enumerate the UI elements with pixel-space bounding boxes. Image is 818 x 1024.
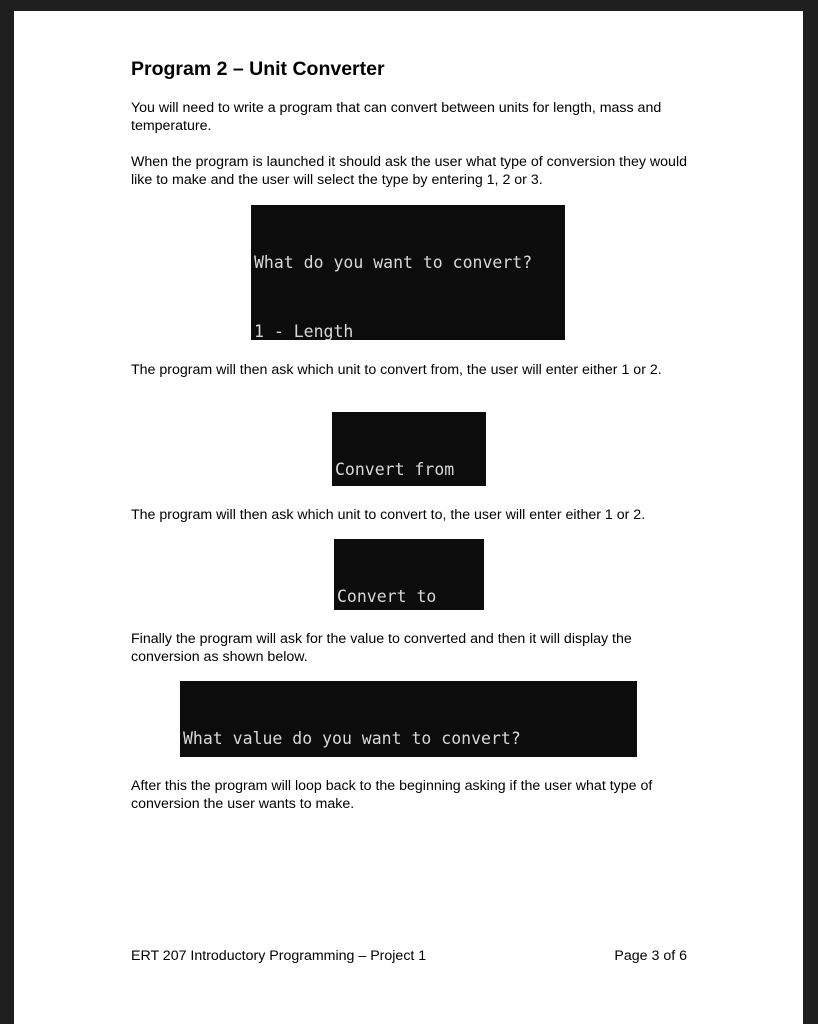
console-line: What value do you want to convert?	[183, 729, 521, 748]
console-line: What do you want to convert?	[254, 253, 533, 272]
console-line: 1 - Length	[254, 322, 354, 340]
console-menu-screenshot	[251, 205, 565, 340]
convert-to-paragraph: The program will then ask which unit to convert to, the user will enter either 1 or 2.	[131, 507, 646, 523]
launch-paragraph: When the program is launched it should ask the user what type of conversion they would like to make and the user will select the type by entering 1, 2 or 3.	[131, 154, 687, 188]
footer-course-title: ERT 207 Introductory Programming – Project 1	[131, 948, 427, 964]
console-line: Convert from	[335, 460, 455, 479]
console-line: Convert to	[337, 587, 437, 606]
footer-page-number: Page 3 of 6	[614, 948, 687, 964]
section-title: Program 2 – Unit Converter	[131, 58, 385, 80]
loop-paragraph: After this the program will loop back to the beginning asking if the user what type of conversion the user wants to make.	[131, 778, 653, 812]
console-convert-to-screenshot	[334, 539, 484, 610]
intro-paragraph: You will need to write a program that can convert between units for length, mass and temperature.	[131, 100, 662, 134]
console-result-screenshot	[180, 681, 637, 757]
console-convert-from-screenshot	[332, 412, 486, 486]
value-paragraph: Finally the program will ask for the value to converted and then it will display the conversion as shown below.	[131, 631, 632, 665]
document-page	[14, 11, 803, 1024]
convert-from-paragraph: The program will then ask which unit to convert from, the user will enter either 1 or 2.	[131, 362, 662, 378]
